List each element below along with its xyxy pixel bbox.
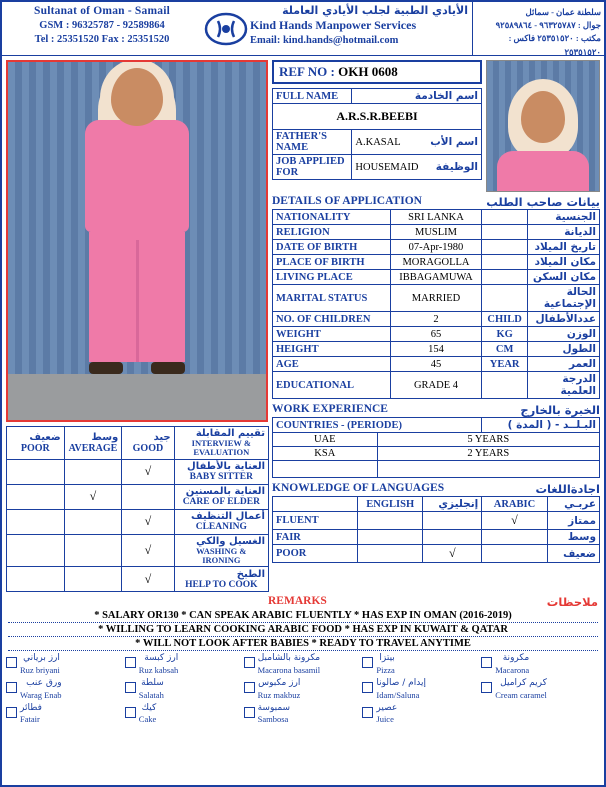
work-col-country: COUNTRIES - (PERIODE) [273,418,482,433]
detail-value-age: 45 [390,357,482,372]
food-label-en: Pizza [376,664,395,675]
food-item[interactable] [244,703,363,725]
skill-ar: الطبخ [236,568,265,580]
checkbox[interactable] [125,682,136,693]
lang-arabic-fluent[interactable]: √ [482,512,547,530]
detail-unit-religion [482,225,528,240]
col-poor-en: POOR [20,442,50,454]
checkbox[interactable] [125,707,136,718]
detail-label-age: AGE [273,357,391,372]
table-row [273,225,600,240]
lang-arabic-poor[interactable] [482,545,547,563]
food-item[interactable] [362,653,481,675]
detail-label-ar-height: الطول [528,342,600,357]
ref-no-box [272,60,482,84]
table-row [273,545,600,563]
table-row [273,270,600,285]
lang-english-fair[interactable] [358,530,423,545]
detail-unit-age: YEAR [482,357,528,372]
lang-col-english-ar: إنجليزي [423,497,482,512]
remarks-title-en: REMARKS [268,595,327,608]
table-row [273,357,600,372]
work-country: KSA [273,447,378,461]
food-label-en: Salatah [138,689,164,700]
table-row [273,433,600,447]
detail-label-ar-age: العمر [528,357,600,372]
food-item[interactable] [481,678,600,700]
left-column [2,56,272,592]
food-skills-list [2,651,604,730]
applicant-portrait-photo [486,60,600,192]
cell-poor[interactable] [7,484,65,509]
skill-en: WASHING & IRONING [196,545,247,566]
table-row [273,512,600,530]
full-name-value-row [273,104,482,130]
full-name-value: A.R.S.R.BEEBI [273,104,482,130]
company-gsm: GSM : 96325787 - 92589864 [39,20,165,31]
header-left-block [2,2,202,55]
food-item[interactable] [6,653,125,675]
father-name-row [273,130,482,155]
remark-line: * WILL NOT LOOK AFTER BABIES * READY TO TRAVEL ANYTIME [8,637,598,651]
remarks-header [2,592,604,609]
evaluation-table [6,426,269,592]
detail-unit-pob [482,255,528,270]
food-label-ar: فطائر [20,703,42,714]
detail-value-marital: MARRIED [390,285,482,312]
remarks-list [2,609,604,651]
work-country: UAE [273,433,378,447]
table-row [273,530,600,545]
table-row [7,484,269,509]
lang-level-fair-ar: وسط [547,530,599,545]
table-row [273,210,600,225]
languages-header-row [273,497,600,512]
detail-label-ar-children: عددالأطفال [528,312,600,327]
checkbox[interactable] [244,707,255,718]
company-name-ar: الأيادي الطبية لجلب الأيادي العاملة [282,4,468,17]
job-row [273,155,482,180]
detail-value-religion: MUSLIM [390,225,482,240]
languages-section-header [272,482,600,496]
detail-label-ar-nationality: الجنسية [528,210,600,225]
food-label-ar: مكرونة [502,653,530,664]
ref-no-label: REF NO : [279,64,335,79]
lang-level-fluent: FLUENT [273,512,358,530]
food-item[interactable] [125,703,244,725]
detail-label-living: LIVING PLACE [273,270,391,285]
checkbox[interactable] [481,682,492,693]
header-right-block [472,2,604,55]
food-item[interactable] [6,703,125,725]
detail-unit-dob [482,240,528,255]
detail-label-height: HEIGHT [273,342,391,357]
lang-level-poor: POOR [273,545,358,563]
cell-poor[interactable] [7,509,65,534]
food-label-en: Sambosa [257,714,289,725]
checkbox[interactable] [6,707,17,718]
food-item[interactable] [125,678,244,700]
col-evaluation-en: INTERVIEW & EVALUATION [191,438,251,458]
food-label-en: Idam/Saluna [376,689,420,700]
work-header-row [273,418,600,433]
father-name-value: A.KASAL [355,136,401,148]
food-label-en: Ruz kabsah [138,664,179,675]
brand-name-en: Kind Hands Manpower Services [250,18,417,32]
right-column [272,56,604,592]
detail-unit-weight: KG [482,327,528,342]
languages-table [272,496,600,563]
lang-col-english-en: ENGLISH [358,497,423,512]
detail-value-living: IBBAGAMUWA [390,270,482,285]
food-item[interactable] [125,653,244,675]
office-phone-ar: مكتب : ٢٥٣٥١٥٢٠ فاكس : ٢٥٣٥١٥٢٠ [508,33,601,57]
detail-label-ar-marital: الحالة الإجتماعية [528,285,600,312]
food-label-en: Macarona basamil [257,664,321,675]
checkbox[interactable] [244,682,255,693]
cell-good[interactable] [122,484,174,509]
details-title-en: DETAILS OF APPLICATION [272,195,422,207]
detail-label-children: NO. OF CHILDREN [273,312,391,327]
full-name-label-en: FULL NAME [273,89,352,104]
cell-good[interactable]: √ [122,534,174,567]
detail-unit-marital [482,285,528,312]
details-table [272,209,600,399]
food-label-en: Ruz briyani [20,664,60,675]
detail-label-ar-pob: مكان الميلاد [528,255,600,270]
cell-average[interactable] [64,509,122,534]
remark-line: * WILLING TO LEARN COOKING ARABIC FOOD * HAS EXP IN KUWAIT & QATAR [8,623,598,637]
lang-level-poor-ar: ضعيف [547,545,599,563]
office-location-ar: سلطنة عمان - سمائل [525,7,601,17]
detail-value-weight: 65 [390,327,482,342]
evaluation-header-row [7,427,269,460]
detail-label-weight: WEIGHT [273,327,391,342]
lang-english-fair-ar[interactable] [423,530,482,545]
table-row [273,342,600,357]
company-email: Email: kind.hands@hotmail.com [250,35,399,46]
food-label-ar: ارز برياني [23,653,60,664]
table-row [7,534,269,567]
cell-poor[interactable] [7,534,65,567]
work-experience-table [272,417,600,478]
company-tel: Tel : 25351520 Fax : 25351520 [34,34,170,45]
food-item[interactable] [244,678,363,700]
office-mobile-ar: جوال : ٩٦٣٢٥٧٨٧ - ٩٢٥٨٩٨٦٤ [495,20,601,31]
lang-level-fair: FAIR [273,530,358,545]
languages-title-ar: اجادةاللغات [535,482,600,496]
detail-value-pob: MORAGOLLA [390,255,482,270]
food-item[interactable] [362,678,481,700]
cell-good[interactable]: √ [122,459,174,484]
detail-unit-height: CM [482,342,528,357]
work-period: 5 YEARS [377,433,599,447]
skill-en: HELP TO COOK [185,579,258,590]
detail-value-height: 154 [390,342,482,357]
lang-level-col [273,497,358,512]
checkbox[interactable] [6,682,17,693]
lang-english-fluent[interactable] [358,512,423,530]
document-body [2,56,604,592]
work-title-ar: الخبرة بالخارج [520,403,600,417]
header-middle-block [250,2,472,55]
detail-label-ar-living: مكان السكن [528,270,600,285]
food-label-ar: بيتزا [379,653,395,664]
cell-average[interactable]: √ [64,484,122,509]
work-country [273,461,378,478]
checkbox[interactable] [244,657,255,668]
col-good-ar: جيد [153,431,171,443]
detail-value-nationality: SRI LANKA [390,210,482,225]
cell-poor[interactable] [7,459,65,484]
cell-average[interactable] [64,567,122,592]
work-period: 2 YEARS [377,447,599,461]
skill-ar: العناية بالأطفال [187,461,265,473]
detail-unit-nationality [482,210,528,225]
food-label-ar: كيك [141,703,157,714]
col-good-en: GOOD [132,442,164,454]
food-item[interactable] [244,653,363,675]
detail-value-education: GRADE 4 [390,372,482,399]
lang-arabic-fair[interactable] [482,530,547,545]
father-name-label-ar: اسم الأب [430,136,478,149]
ref-no-value: OKH 0608 [338,64,398,79]
table-row [273,255,600,270]
cell-average[interactable] [64,459,122,484]
food-label-en: Macarona [495,664,530,675]
food-item[interactable] [481,653,600,675]
food-label-ar: ارز كبسة [144,653,179,664]
work-period [377,461,599,478]
detail-label-ar-dob: تاريخ الميلاد [528,240,600,255]
col-poor-ar: ضعيف [29,431,61,443]
col-evaluation-ar: تقييم المقابلة [195,428,265,439]
food-label-ar: سمبوسة [257,703,291,714]
skill-ar: الغسيل والكي [196,535,265,547]
applicant-full-photo [6,60,268,422]
document-header [2,2,604,56]
checkbox[interactable] [6,657,17,668]
table-row [273,285,600,312]
checkbox[interactable] [362,682,373,693]
work-section-header [272,403,600,417]
detail-label-education: EDUCATIONAL [273,372,391,399]
lang-col-arabic-en: ARABIC [482,497,547,512]
cell-poor[interactable] [7,567,65,592]
food-label-ar: ارز مكبوس [258,678,301,689]
food-item[interactable] [362,703,481,725]
food-label-ar: سلطة [141,678,164,689]
table-row [7,509,269,534]
table-row [273,327,600,342]
detail-label-marital: MARITAL STATUS [273,285,391,312]
detail-unit-education [482,372,528,399]
skill-en: CARE OF ELDER [182,497,260,508]
col-average-ar: وسط [91,431,119,443]
ref-and-photo-row [272,60,600,192]
work-col-country-ar: البـلــد - ( المدة ) [482,418,600,433]
table-row [273,240,600,255]
food-label-en: Ruz makbuz [257,689,301,700]
food-label-en: Juice [376,714,394,725]
remark-line: * SALARY OR130 * CAN SPEAK ARABIC FLUENTLY * HAS EXP IN OMAN (2016-2019) [8,609,598,623]
detail-label-nationality: NATIONALITY [273,210,391,225]
full-name-label-ar: اسم الخادمة [352,89,482,104]
food-label-en: Cream caramel [495,689,547,700]
col-average-en: AVERAGE [68,442,118,454]
job-value: HOUSEMAID [355,161,419,173]
job-label-ar: الوظيفة [435,161,478,174]
detail-label-dob: DATE OF BIRTH [273,240,391,255]
skill-ar: أعمال التنظيف [191,511,265,523]
detail-value-dob: 07-Apr-1980 [390,240,482,255]
languages-title-en: KNOWLEDGE OF LANGUAGES [272,482,445,494]
table-row [273,447,600,461]
father-name-label-en: FATHER'S NAME [273,130,352,155]
checkbox[interactable] [481,657,492,668]
detail-unit-children: CHILD [482,312,528,327]
work-title-en: WORK EXPERIENCE [272,403,388,415]
food-label-en: Warag Enab [20,689,62,700]
food-label-ar: إيدام / صالونا [376,678,426,689]
table-row [273,461,600,478]
detail-unit-living [482,270,528,285]
lang-english-fluent-ar[interactable] [423,512,482,530]
hands-logo-icon [202,2,250,55]
food-label-en: Cake [138,714,157,725]
table-row [273,372,600,399]
checkbox[interactable] [125,657,136,668]
cell-average[interactable] [64,534,122,567]
detail-label-ar-weight: الوزن [528,327,600,342]
lang-english-poor-left[interactable] [358,545,423,563]
detail-label-ar-religion: الديانة [528,225,600,240]
table-row [7,567,269,592]
food-label-ar: عصير [376,703,398,714]
food-label-en: Fatair [20,714,40,725]
lang-col-arabic-ar: عربـي [547,497,599,512]
details-section-header [272,195,600,209]
lang-english-poor[interactable]: √ [423,545,482,563]
food-label-ar: كريم كراميل [500,678,547,689]
remarks-title-ar: ملاحظات [546,595,598,610]
skill-en: BABY SITTER [189,472,253,483]
food-item[interactable] [6,678,125,700]
details-title-ar: بيانات صاحب الطلب [486,195,600,209]
skill-en: CLEANING [195,522,247,533]
job-label-en: JOB APPLIED FOR [273,155,352,180]
identity-table [272,88,482,180]
food-label-ar: ورق عنب [26,678,62,689]
food-label-ar: مكرونة بالشامبل [257,653,321,664]
cell-good[interactable]: √ [122,509,174,534]
full-name-row [273,89,482,104]
detail-label-ar-education: الدرجة العلمية [528,372,600,399]
table-row [7,459,269,484]
detail-label-pob: PLACE OF BIRTH [273,255,391,270]
checkbox[interactable] [362,657,373,668]
company-name-en: Sultanat of Oman - Samail [34,5,170,17]
checkbox[interactable] [362,707,373,718]
cell-good[interactable]: √ [122,567,174,592]
lang-level-fluent-ar: ممتاز [547,512,599,530]
detail-label-religion: RELIGION [273,225,391,240]
detail-value-children: 2 [390,312,482,327]
table-row [273,312,600,327]
skill-ar: العناية بالمسنين [185,486,265,498]
